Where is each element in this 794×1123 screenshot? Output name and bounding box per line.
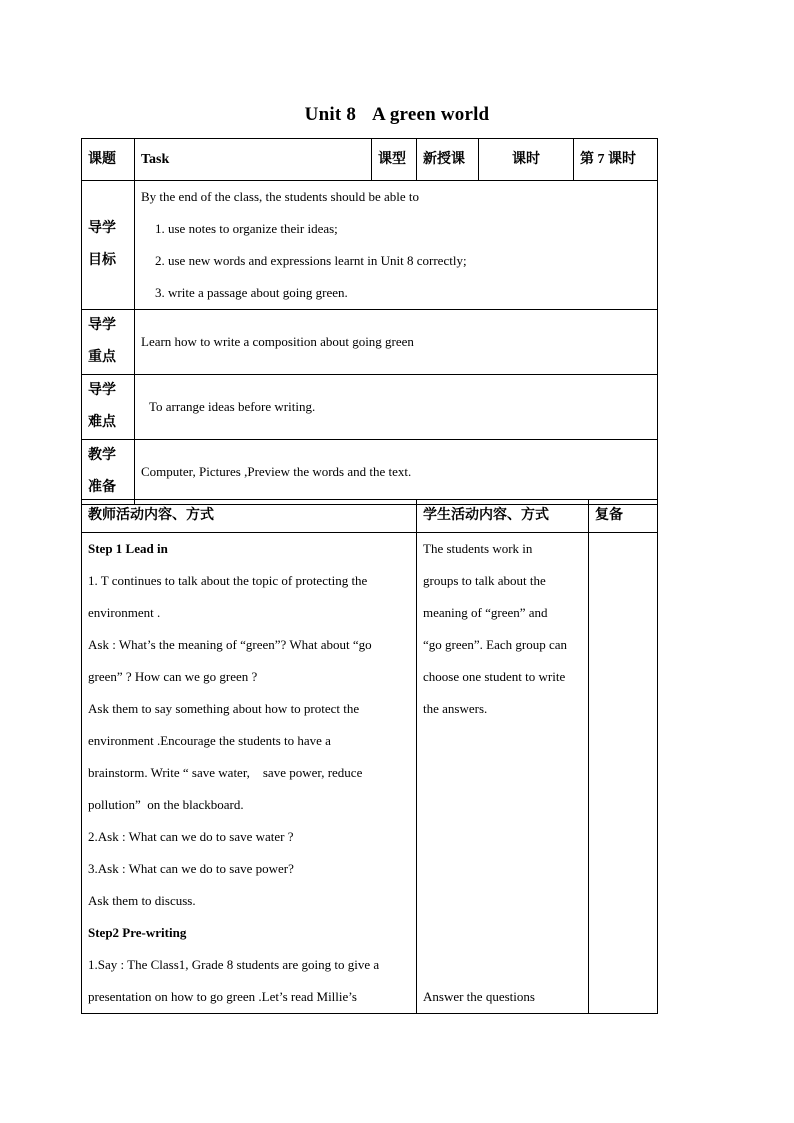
topic-label: 课题 [82, 139, 135, 181]
teacher-line: 1.Say : The Class1, Grade 8 students are going to give a [88, 957, 380, 972]
difficulties-row [82, 375, 658, 440]
objective-item: 2. use new words and expressions learnt in Unit 8 correctly; [155, 253, 467, 268]
header-row [82, 139, 658, 181]
type-label: 课型 [372, 139, 417, 181]
teacher-activities-header: 教师活动内容、方式 [82, 500, 417, 533]
key-points-text: Learn how to write a composition about going green [135, 310, 658, 375]
objectives-intro: By the end of the class, the students should be able to [141, 189, 420, 204]
teacher-line: Ask them to discuss. [88, 893, 196, 908]
preparation-label: 教学 准备 [82, 440, 135, 505]
teacher-line: brainstorm. Write “ save water, save power, reduce [88, 765, 363, 780]
teacher-line: 3.Ask : What can we do to save power? [88, 861, 294, 876]
type-value: 新授课 [417, 139, 479, 181]
activities-table [81, 499, 658, 1014]
student-line: Answer the questions [423, 989, 535, 1004]
notes-header: 复备 [589, 500, 658, 533]
teacher-line: environment .Encourage the students to have a [88, 733, 331, 748]
objectives-label: 导学 目标 [82, 181, 135, 310]
activities-content-row [82, 533, 658, 1014]
teacher-line: Step 1 Lead in [88, 541, 168, 556]
teacher-line: green” ? How can we go green ? [88, 669, 258, 684]
topic-value: Task [135, 139, 372, 181]
objective-item: 3. write a passage about going green. [155, 285, 348, 300]
unit-number: Unit 8 [304, 104, 357, 125]
teacher-line: pollution” on the blackboard. [88, 797, 244, 812]
student-activities-header: 学生活动内容、方式 [417, 500, 589, 533]
teacher-line: 2.Ask : What can we do to save water ? [88, 829, 294, 844]
student-line: The students work in [423, 541, 533, 556]
difficulties-label: 导学 难点 [82, 375, 135, 440]
notes-column [589, 533, 658, 1014]
teacher-line: 1. T continues to talk about the topic of protecting the [88, 573, 368, 588]
activities-header-row [82, 500, 658, 533]
student-line: the answers. [423, 701, 488, 716]
teacher-line: Ask : What’s the meaning of “green”? What about “go [88, 637, 372, 652]
difficulties-text: To arrange ideas before writing. [135, 375, 658, 440]
student-spacer [423, 725, 582, 981]
unit-topic: A green world [372, 104, 490, 125]
teacher-activities [82, 533, 417, 1014]
student-line: meaning of “green” and [423, 605, 548, 620]
key-points-label: 导学 重点 [82, 310, 135, 375]
objectives-content [135, 181, 658, 310]
teacher-line: Ask them to say something about how to protect the [88, 701, 360, 716]
objectives-row [82, 181, 658, 310]
lesson-info-table [81, 138, 658, 505]
teacher-line: presentation on how to go green .Let’s read Millie’s [88, 989, 357, 1004]
student-line: “go green”. Each group can [423, 637, 568, 652]
student-line: choose one student to write [423, 669, 566, 684]
period-label: 课时 [479, 139, 574, 181]
preparation-text: Computer, Pictures ,Preview the words and the text. [135, 440, 658, 505]
student-activities [417, 533, 589, 1014]
key-points-row [82, 310, 658, 375]
period-value: 第 7 课时 [574, 139, 658, 181]
preparation-row [82, 440, 658, 505]
student-line: groups to talk about the [423, 573, 546, 588]
teacher-line: environment . [88, 605, 161, 620]
page-title [0, 104, 794, 126]
objective-item: 1. use notes to organize their ideas; [155, 221, 338, 236]
teacher-line: Step2 Pre-writing [88, 925, 187, 940]
